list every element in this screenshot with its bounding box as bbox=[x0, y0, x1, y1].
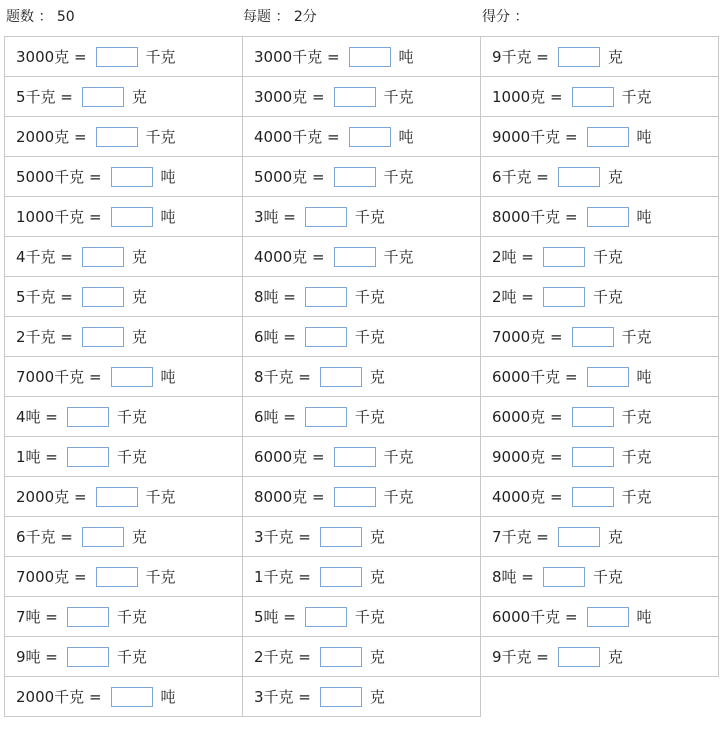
problem-cell bbox=[5, 237, 243, 277]
problem-question: 1千克 = bbox=[254, 568, 311, 586]
answer-box[interactable] bbox=[572, 487, 614, 507]
answer-box[interactable] bbox=[320, 687, 362, 707]
answer-box[interactable] bbox=[558, 647, 600, 667]
answer-box[interactable] bbox=[96, 567, 138, 587]
problem-unit: 千克 bbox=[116, 408, 147, 426]
problem-question: 9千克 = bbox=[492, 648, 549, 666]
problem-question: 6000克 = bbox=[492, 408, 563, 426]
problem-cell bbox=[5, 197, 243, 237]
answer-box[interactable] bbox=[587, 207, 629, 227]
problem-unit: 克 bbox=[369, 528, 385, 546]
answer-box[interactable] bbox=[334, 247, 376, 267]
problem-question: 5000千克 = bbox=[16, 168, 102, 186]
problem-cell bbox=[481, 237, 719, 277]
problem-question: 6千克 = bbox=[16, 528, 73, 546]
problem-cell bbox=[481, 477, 719, 517]
problem-unit: 千克 bbox=[354, 288, 385, 306]
problem-unit: 吨 bbox=[636, 128, 652, 146]
question-count: 题数 ： 50 bbox=[6, 9, 75, 25]
problem-unit: 吨 bbox=[160, 208, 176, 226]
problem-question: 8000千克 = bbox=[492, 208, 578, 226]
problem-question: 9000克 = bbox=[492, 448, 563, 466]
problem-unit: 吨 bbox=[160, 168, 176, 186]
problem-unit: 千克 bbox=[145, 48, 176, 66]
problem-unit: 千克 bbox=[145, 568, 176, 586]
problem-cell bbox=[5, 117, 243, 157]
problem-cell bbox=[481, 197, 719, 237]
problem-question: 8吨 = bbox=[254, 288, 296, 306]
problem-unit: 克 bbox=[607, 48, 623, 66]
problem-cell bbox=[481, 117, 719, 157]
answer-box[interactable] bbox=[111, 687, 153, 707]
problem-unit: 千克 bbox=[621, 488, 652, 506]
problem-unit: 千克 bbox=[354, 608, 385, 626]
problem-unit: 克 bbox=[607, 168, 623, 186]
answer-box[interactable] bbox=[67, 647, 109, 667]
problem-question: 6吨 = bbox=[254, 408, 296, 426]
problem-row bbox=[5, 517, 719, 557]
problem-row bbox=[5, 397, 719, 437]
answer-box[interactable] bbox=[111, 207, 153, 227]
problem-question: 7吨 = bbox=[16, 608, 58, 626]
problem-cell bbox=[243, 77, 481, 117]
problem-question: 4000克 = bbox=[492, 488, 563, 506]
problem-row bbox=[5, 557, 719, 597]
problem-question: 7千克 = bbox=[492, 528, 549, 546]
problem-question: 2000千克 = bbox=[16, 688, 102, 706]
problem-unit: 千克 bbox=[354, 208, 385, 226]
answer-box[interactable] bbox=[320, 647, 362, 667]
problem-question: 5000克 = bbox=[254, 168, 325, 186]
problem-row bbox=[5, 197, 719, 237]
answer-box[interactable] bbox=[96, 47, 138, 67]
answer-box[interactable] bbox=[558, 47, 600, 67]
problem-cell bbox=[243, 437, 481, 477]
problem-cell bbox=[5, 357, 243, 397]
problem-question: 3千克 = bbox=[254, 688, 311, 706]
answer-box[interactable] bbox=[587, 607, 629, 627]
answer-box[interactable] bbox=[305, 207, 347, 227]
problem-unit: 千克 bbox=[621, 408, 652, 426]
problem-question: 3000克 = bbox=[254, 88, 325, 106]
problem-row bbox=[5, 437, 719, 477]
problem-cell bbox=[243, 157, 481, 197]
problem-cell bbox=[481, 37, 719, 77]
answer-box[interactable] bbox=[349, 127, 391, 147]
empty-cell bbox=[481, 677, 719, 717]
problem-unit: 千克 bbox=[621, 448, 652, 466]
problem-cell bbox=[243, 517, 481, 557]
answer-box[interactable] bbox=[320, 367, 362, 387]
problem-cell bbox=[5, 557, 243, 597]
problem-cell bbox=[481, 357, 719, 397]
problem-cell bbox=[243, 117, 481, 157]
problem-unit: 千克 bbox=[354, 408, 385, 426]
problem-question: 6吨 = bbox=[254, 328, 296, 346]
problem-row bbox=[5, 37, 719, 77]
problem-question: 2千克 = bbox=[16, 328, 73, 346]
problem-row bbox=[5, 317, 719, 357]
problem-unit: 克 bbox=[369, 368, 385, 386]
problem-unit: 克 bbox=[607, 648, 623, 666]
answer-box[interactable] bbox=[82, 87, 124, 107]
problem-row bbox=[5, 237, 719, 277]
problem-question: 1000克 = bbox=[492, 88, 563, 106]
problem-cell bbox=[481, 157, 719, 197]
problem-question: 9000千克 = bbox=[492, 128, 578, 146]
problem-row bbox=[5, 77, 719, 117]
score-label: 得分 ： bbox=[482, 9, 529, 25]
problem-cell bbox=[481, 517, 719, 557]
answer-box[interactable] bbox=[572, 407, 614, 427]
problem-cell bbox=[243, 237, 481, 277]
problem-cell bbox=[243, 557, 481, 597]
problem-question: 2000克 = bbox=[16, 488, 87, 506]
problem-unit: 吨 bbox=[636, 608, 652, 626]
problem-question: 6000千克 = bbox=[492, 608, 578, 626]
problem-unit: 千克 bbox=[621, 88, 652, 106]
problem-question: 8千克 = bbox=[254, 368, 311, 386]
problem-question: 5吨 = bbox=[254, 608, 296, 626]
problem-cell bbox=[243, 637, 481, 677]
problem-unit: 吨 bbox=[636, 368, 652, 386]
problem-unit: 克 bbox=[369, 648, 385, 666]
problem-unit: 千克 bbox=[145, 128, 176, 146]
answer-box[interactable] bbox=[334, 447, 376, 467]
problem-cell bbox=[5, 597, 243, 637]
problem-question: 7000克 = bbox=[492, 328, 563, 346]
answer-box[interactable] bbox=[67, 607, 109, 627]
problem-question: 3000千克 = bbox=[254, 48, 340, 66]
problem-unit: 吨 bbox=[160, 368, 176, 386]
points-per-question: 每题 ： 2分 bbox=[243, 9, 317, 25]
problem-cell bbox=[481, 277, 719, 317]
problem-cell bbox=[5, 157, 243, 197]
problem-cell bbox=[481, 437, 719, 477]
problem-unit: 吨 bbox=[398, 48, 414, 66]
problem-unit: 千克 bbox=[383, 88, 414, 106]
worksheet-header bbox=[0, 0, 728, 34]
problem-question: 5千克 = bbox=[16, 288, 73, 306]
problem-unit: 克 bbox=[607, 528, 623, 546]
answer-box[interactable] bbox=[67, 407, 109, 427]
problem-unit: 千克 bbox=[383, 168, 414, 186]
problem-cell bbox=[243, 197, 481, 237]
answer-box[interactable] bbox=[67, 447, 109, 467]
answer-box[interactable] bbox=[334, 87, 376, 107]
problem-cell bbox=[5, 437, 243, 477]
problem-question: 6千克 = bbox=[492, 168, 549, 186]
problem-cell bbox=[5, 77, 243, 117]
answer-box[interactable] bbox=[349, 47, 391, 67]
problem-cell bbox=[481, 597, 719, 637]
problem-row bbox=[5, 117, 719, 157]
problem-cell bbox=[481, 637, 719, 677]
problem-cell bbox=[5, 37, 243, 77]
answer-box[interactable] bbox=[305, 287, 347, 307]
problem-row bbox=[5, 157, 719, 197]
answer-box[interactable] bbox=[587, 367, 629, 387]
answer-box[interactable] bbox=[96, 487, 138, 507]
answer-box[interactable] bbox=[558, 527, 600, 547]
problem-row bbox=[5, 637, 719, 677]
problem-cell bbox=[5, 277, 243, 317]
problem-question: 1000千克 = bbox=[16, 208, 102, 226]
problem-question: 2吨 = bbox=[492, 288, 534, 306]
problem-unit: 千克 bbox=[383, 488, 414, 506]
problem-question: 6000克 = bbox=[254, 448, 325, 466]
problem-cell bbox=[243, 357, 481, 397]
problem-cell bbox=[243, 277, 481, 317]
problem-question: 4000克 = bbox=[254, 248, 325, 266]
problem-cell bbox=[5, 637, 243, 677]
problem-cell bbox=[5, 517, 243, 557]
problem-cell bbox=[5, 397, 243, 437]
problem-unit: 克 bbox=[369, 568, 385, 586]
problem-question: 7000千克 = bbox=[16, 368, 102, 386]
problem-unit: 千克 bbox=[592, 568, 623, 586]
problem-unit: 千克 bbox=[383, 448, 414, 466]
problem-unit: 千克 bbox=[145, 488, 176, 506]
answer-box[interactable] bbox=[111, 167, 153, 187]
problem-cell bbox=[5, 477, 243, 517]
problem-unit: 千克 bbox=[116, 648, 147, 666]
problem-unit: 千克 bbox=[621, 328, 652, 346]
problem-unit: 吨 bbox=[160, 688, 176, 706]
answer-box[interactable] bbox=[572, 87, 614, 107]
answer-box[interactable] bbox=[320, 527, 362, 547]
problem-question: 4吨 = bbox=[16, 408, 58, 426]
answer-box[interactable] bbox=[82, 287, 124, 307]
answer-box[interactable] bbox=[320, 567, 362, 587]
problem-question: 6000千克 = bbox=[492, 368, 578, 386]
problem-question: 5千克 = bbox=[16, 88, 73, 106]
problem-cell bbox=[481, 77, 719, 117]
answer-box[interactable] bbox=[82, 327, 124, 347]
problem-cell bbox=[243, 317, 481, 357]
problem-unit: 千克 bbox=[592, 248, 623, 266]
problem-question: 7000克 = bbox=[16, 568, 87, 586]
answer-box[interactable] bbox=[543, 567, 585, 587]
problem-unit: 千克 bbox=[592, 288, 623, 306]
problem-unit: 克 bbox=[131, 88, 147, 106]
problem-row bbox=[5, 357, 719, 397]
problem-question: 2000克 = bbox=[16, 128, 87, 146]
problem-cell bbox=[481, 397, 719, 437]
answer-box[interactable] bbox=[543, 287, 585, 307]
problem-row bbox=[5, 597, 719, 637]
problem-row bbox=[5, 677, 719, 717]
answer-box[interactable] bbox=[82, 527, 124, 547]
problem-cell bbox=[243, 37, 481, 77]
problem-cell bbox=[243, 477, 481, 517]
answer-box[interactable] bbox=[96, 127, 138, 147]
problem-cell bbox=[481, 317, 719, 357]
problem-question: 3000克 = bbox=[16, 48, 87, 66]
answer-box[interactable] bbox=[305, 407, 347, 427]
problem-unit: 千克 bbox=[116, 608, 147, 626]
problem-question: 9千克 = bbox=[492, 48, 549, 66]
answer-box[interactable] bbox=[111, 367, 153, 387]
problem-unit: 克 bbox=[131, 528, 147, 546]
answer-box[interactable] bbox=[334, 167, 376, 187]
answer-box[interactable] bbox=[305, 607, 347, 627]
problem-cell bbox=[243, 677, 481, 717]
problem-question: 2吨 = bbox=[492, 248, 534, 266]
problem-unit: 千克 bbox=[354, 328, 385, 346]
problem-unit: 吨 bbox=[398, 128, 414, 146]
answer-box[interactable] bbox=[572, 327, 614, 347]
problem-row bbox=[5, 277, 719, 317]
problem-question: 1吨 = bbox=[16, 448, 58, 466]
problem-question: 3千克 = bbox=[254, 528, 311, 546]
problem-unit: 吨 bbox=[636, 208, 652, 226]
problem-row bbox=[5, 477, 719, 517]
problem-cell bbox=[5, 317, 243, 357]
problem-question: 4000千克 = bbox=[254, 128, 340, 146]
problem-unit: 克 bbox=[369, 688, 385, 706]
problem-cell bbox=[243, 397, 481, 437]
problem-unit: 千克 bbox=[383, 248, 414, 266]
problem-question: 4千克 = bbox=[16, 248, 73, 266]
problem-question: 8000克 = bbox=[254, 488, 325, 506]
problem-unit: 克 bbox=[131, 328, 147, 346]
answer-box[interactable] bbox=[572, 447, 614, 467]
answer-box[interactable] bbox=[543, 247, 585, 267]
answer-box[interactable] bbox=[558, 167, 600, 187]
answer-box[interactable] bbox=[587, 127, 629, 147]
problem-question: 3吨 = bbox=[254, 208, 296, 226]
problem-cell bbox=[5, 677, 243, 717]
problem-cell bbox=[243, 597, 481, 637]
problem-cell bbox=[481, 557, 719, 597]
problem-question: 8吨 = bbox=[492, 568, 534, 586]
problem-unit: 克 bbox=[131, 248, 147, 266]
answer-box[interactable] bbox=[305, 327, 347, 347]
problem-unit: 千克 bbox=[116, 448, 147, 466]
problem-unit: 克 bbox=[131, 288, 147, 306]
problem-question: 9吨 = bbox=[16, 648, 58, 666]
problem-question: 2千克 = bbox=[254, 648, 311, 666]
answer-box[interactable] bbox=[334, 487, 376, 507]
answer-box[interactable] bbox=[82, 247, 124, 267]
problem-grid bbox=[4, 36, 719, 717]
